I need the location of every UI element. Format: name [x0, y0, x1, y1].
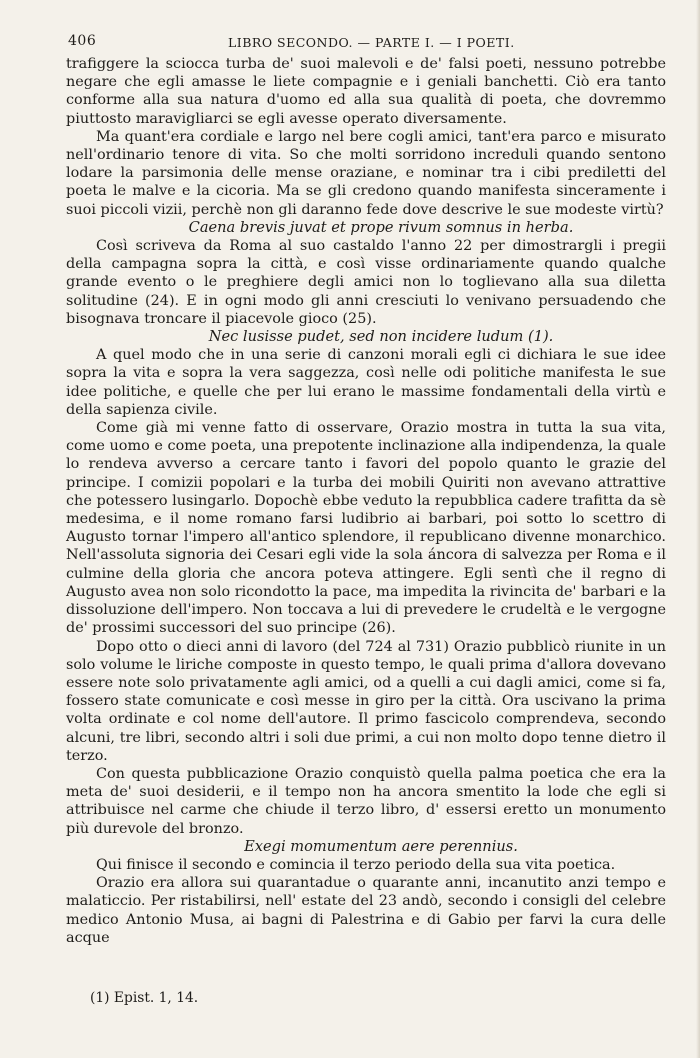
- paragraph: Qui finisce il secondo e comincia il terzo periodo della sua vita poetica.: [96, 856, 616, 873]
- paragraph: Orazio era allora sui quarantadue o quarante anni, incanutito anzi tempo e malaticcio. Per ristabilirsi, nell' estate del 23 andò, secondo i consigli del celebre medico Antonio Musa, ai bagni di Palestrina e di Gabio per farvi la cura delle acque: [66, 875, 666, 946]
- paragraph: Così scriveva da Roma al suo castaldo l'anno 22 per dimostrargli i pregii della campagna sopra la città, e così visse ordinariamente quando qualche grande evento o le preghiere degli amici non lo toglievano alla sua diletta solitudine (24). E in ogni modo gli anni cresciuti lo venivano persuadendo che bisognava troncare il piacevole gioco (25).: [66, 238, 666, 327]
- running-title: LIBRO SECONDO. — PARTE I. — I POETI.: [228, 35, 515, 50]
- footnote: (1) Epist. 1, 14.: [90, 990, 199, 1006]
- latin-quote: Nec lusisse pudet, sed non incidere ludum (1).: [208, 328, 554, 346]
- paragraph: trafiggere la sciocca turba de' suoi malevoli e de' falsi poeti, nessuno potrebbe negare che egli amasse le liete compagnie e i geniali banchetti. Ciò era tanto conforme alla sua natura d'uomo ed alla sua qualità di poeta, che dovremmo piuttosto maravigliarci se egli avesse operato diversamente.: [66, 56, 666, 127]
- page-number: 406: [68, 33, 97, 49]
- paragraph: A quel modo che in una serie di canzoni morali egli ci dichiara le sue idee sopra la vita e sopra la vera saggezza, così nelle odi politiche manifesta le sue idee politiche, e quelle che per lui erano le massime fondamentali della virtù e della sapienza civile.: [66, 347, 666, 418]
- latin-quote: Caena brevis juvat et prope rivum somnus in herba.: [188, 218, 574, 236]
- paragraph: Come già mi venne fatto di osservare, Orazio mostra in tutta la sua vita, come uomo e come poeta, una prepotente inclinazione alla indipendenza, la quale lo rendeva avverso a cercare tanto i favori del popolo quanto le grazie del principe. I comizii popolari e la turba dei mobili Quiriti non avevano attrattive che potessero lusingarlo. Dopochè ebbe veduto la repubblica cadere trafitta da sè medesima, e il nome romano farsi ludibrio ai barbari, poi sotto lo scettro di Augusto tornar l'impero all'antico splendore, il republicano divenne monarchico. Nell'assoluta signoria dei Cesari egli vide la sola áncora di salvezza per Roma e il culmine della gloria che ancora poteva attingere. Egli sentì che il regno di Augusto avea non solo ricondotto la pace, ma impedita la rivincita de' barbari e la dissoluzione dell'impero. Non toccava a lui di prevedere le crudeltà e le vergogne de' prossimi successori del suo principe (26).: [66, 420, 666, 637]
- paragraph: Con questa pubblicazione Orazio conquistò quella palma poetica che era la meta de' suoi desiderii, e il tempo non ha ancora smentito la lode che egli si attribuisce nel carme che chiude il terzo libro, d' essersi eretto un monumento più durevole del bronzo.: [66, 765, 666, 837]
- paragraph: Dopo otto o dieci anni di lavoro (del 724 al 731) Orazio pubblicò riunite in un solo volume le liriche composte in questo tempo, le quali prima d'allora dovevano essere note solo privatamente agli amici, od a quelli a cui dagli amici, come si fa, fossero state comunicate e così messe in giro per la città. Ora uscivano la prima volta ordinate e col nome dell'autore. Il primo fascicolo comprendeva, secondo alcuni, tre libri, secondo altri i soli due primi, a cui non molto dopo tenne dietro il terzo.: [66, 638, 666, 764]
- body-text: [66, 55, 666, 947]
- latin-quote: Exegi momumentum aere perennius.: [244, 837, 518, 855]
- page-edge-shadow: [696, 0, 700, 1058]
- paragraph: Ma quant'era cordiale e largo nel bere cogli amici, tant'era parco e misurato nell'ordinario tenore di vita. So che molti sorridono increduli quando sentono lodare la parsimonia delle mense oraziane, e nominar tra i cibi prediletti del poeta le malve e la cicoria. Ma se gli credono quando manifesta sinceramente i suoi piccoli vizii, perchè non gli daranno fede dove descrive le sue modeste virtù?: [66, 128, 666, 218]
- page-header: [60, 33, 640, 53]
